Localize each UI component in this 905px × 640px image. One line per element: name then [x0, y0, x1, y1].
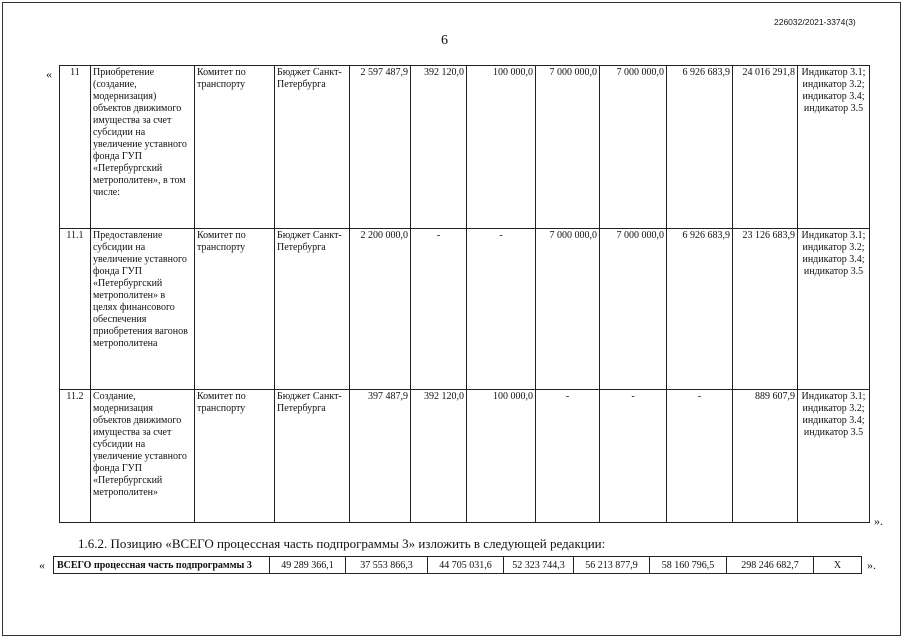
total-value-3: 44 705 031,6 [428, 557, 504, 574]
total-table [53, 556, 862, 574]
total-value-5: 56 213 877,9 [574, 557, 650, 574]
row-value-total: 889 607,9 [733, 390, 798, 523]
row-number: 11 [60, 66, 91, 229]
row-value-total: 24 016 291,8 [733, 66, 798, 229]
row-indicator: Индикатор 3.1; индикатор 3.2; индикатор 3.4; индикатор 3.5 [798, 66, 870, 229]
row-value-4: 7 000 000,0 [536, 66, 600, 229]
row-indicator: Индикатор 3.1; индикатор 3.2; индикатор 3.4; индикатор 3.5 [798, 229, 870, 390]
row-value-1: 2 597 487,9 [350, 66, 411, 229]
row-number: 11.1 [60, 229, 91, 390]
total-indicator: X [814, 557, 862, 574]
total-label: ВСЕГО процессная часть подпрограммы 3 [54, 557, 270, 574]
row-value-5: 7 000 000,0 [600, 229, 667, 390]
row-value-1: 397 487,9 [350, 390, 411, 523]
row-value-3: - [467, 229, 536, 390]
row-source: Бюджет Санкт-Петербурга [275, 390, 350, 523]
row-value-3: 100 000,0 [467, 390, 536, 523]
row-indicator: Индикатор 3.1; индикатор 3.2; индикатор 3.4; индикатор 3.5 [798, 390, 870, 523]
row-value-3: 100 000,0 [467, 66, 536, 229]
total-value-4: 52 323 744,3 [504, 557, 574, 574]
row-value-4: - [536, 390, 600, 523]
total-value-2: 37 553 866,3 [346, 557, 428, 574]
table-row [60, 66, 870, 229]
row-value-total: 23 126 683,9 [733, 229, 798, 390]
total-value-sum: 298 246 682,7 [727, 557, 814, 574]
row-source: Бюджет Санкт-Петербурга [275, 66, 350, 229]
close-quote-total: ». [867, 558, 876, 572]
total-row [54, 557, 862, 574]
open-quote-total: « [39, 558, 45, 572]
close-quote: ». [874, 514, 883, 528]
row-value-1: 2 200 000,0 [350, 229, 411, 390]
row-value-2: 392 120,0 [411, 390, 467, 523]
row-value-6: - [667, 390, 733, 523]
row-value-2: - [411, 229, 467, 390]
page-number: 6 [441, 33, 448, 48]
row-value-2: 392 120,0 [411, 66, 467, 229]
document-number: 226032/2021-3374(3) [774, 17, 856, 27]
row-source: Бюджет Санкт-Петербурга [275, 229, 350, 390]
row-value-5: - [600, 390, 667, 523]
row-value-6: 6 926 683,9 [667, 229, 733, 390]
table-row [60, 390, 870, 523]
total-value-6: 58 160 796,5 [650, 557, 727, 574]
row-number: 11.2 [60, 390, 91, 523]
row-value-5: 7 000 000,0 [600, 66, 667, 229]
program-table [59, 65, 870, 523]
row-name: Создание, модернизация объектов движимого имущества за счет субсидии на увеличение уставного фонда ГУП «Петербургский метрополитен» [91, 390, 195, 523]
table-row [60, 229, 870, 390]
row-executor: Комитет по транспорту [195, 390, 275, 523]
row-name: Приобретение (создание, модернизация) объектов движимого имущества за счет субсидии на увеличение уставного фонда ГУП «Петербургский метрополитен», в том числе: [91, 66, 195, 229]
row-executor: Комитет по транспорту [195, 229, 275, 390]
row-value-4: 7 000 000,0 [536, 229, 600, 390]
total-value-1: 49 289 366,1 [270, 557, 346, 574]
row-name: Предоставление субсидии на увеличение уставного фонда ГУП «Петербургский метрополитен» в целях финансового обеспечения приобретения вагонов метрополитена [91, 229, 195, 390]
amendment-paragraph: 1.6.2. Позицию «ВСЕГО процессная часть подпрограммы 3» изложить в следующей редакции: [78, 536, 606, 551]
open-quote: « [46, 67, 52, 81]
row-executor: Комитет по транспорту [195, 66, 275, 229]
row-value-6: 6 926 683,9 [667, 66, 733, 229]
